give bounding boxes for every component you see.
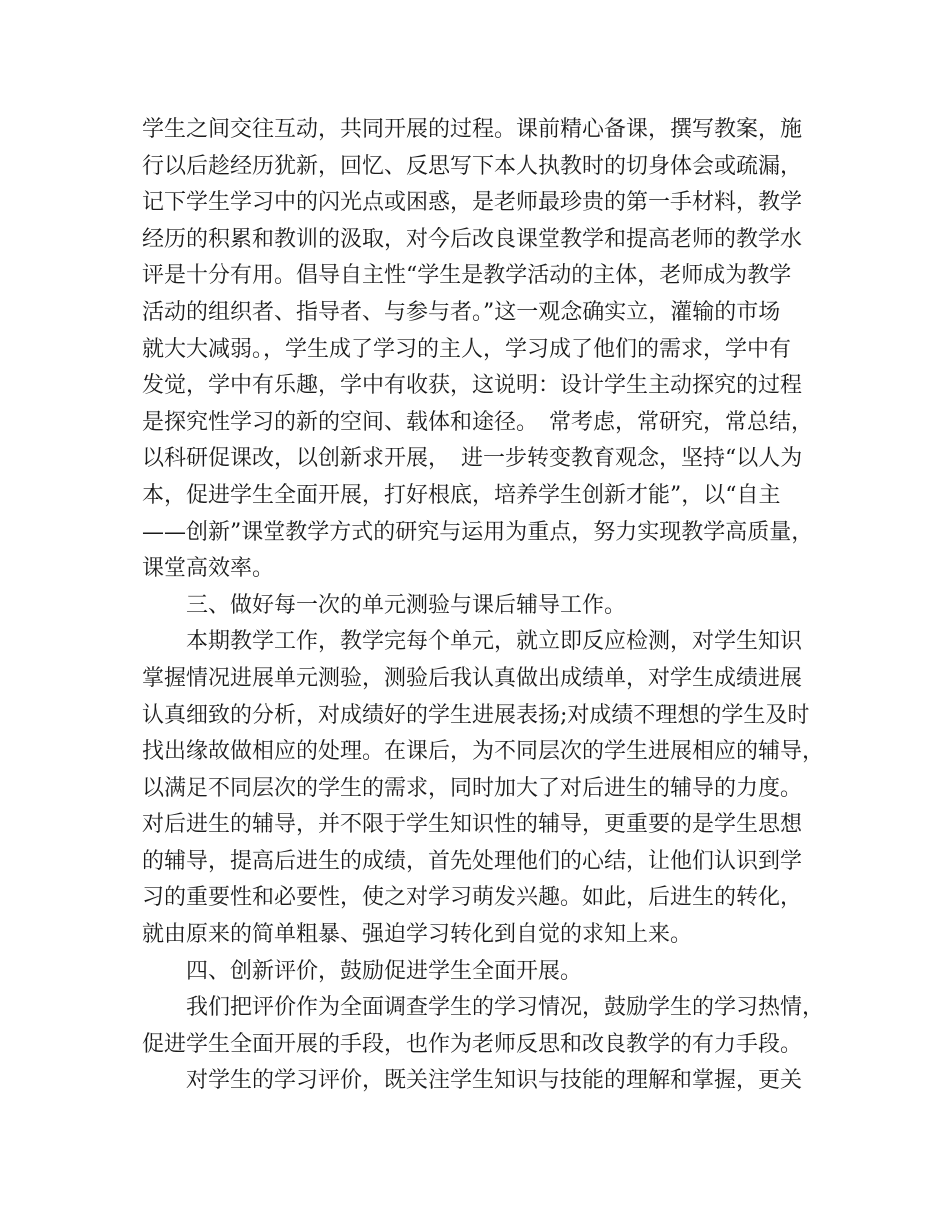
text-line: 习的重要性和必要性，使之对学习萌发兴趣。如此，后进生的转化， [142,885,803,911]
text-line: 对学生的学习评价，既关注学生知识与技能的理解和掌握，更关 [186,1068,803,1094]
text-line: 对后进生的辅导，并不限于学生知识性的辅导，更重要的是学生思想 [142,812,803,838]
section-heading-3: 三、做好每一次的单元测验与课后辅导工作。 [186,592,627,618]
text-line: 课堂高效率。 [142,556,275,582]
text-line: 评是十分有用。倡导自主性“学生是教学活动的主体，老师成为教学 [142,263,792,289]
text-line: 以满足不同层次的学生的需求，同时加大了对后进生的辅导的力度。 [142,775,803,801]
text-line: 记下学生学习中的闪光点或困惑，是老师最珍贵的第一手材料，教学 [142,190,803,216]
text-line: 就大大减弱。，学生成了学习的主人，学习成了他们的需求，学中有 [142,336,792,362]
text-line: 学生之间交往互动，共同开展的过程。课前精心备课，撰写教案，施 [142,117,803,142]
text-line: 是探究性学习的新的空间、载体和途径。 常考虑，常研究，常总结， [142,409,814,435]
text-line: 本，促进学生全面开展，打好根底，培养学生创新才能”，以“自主 [142,482,781,508]
body-text [142,112,825,1100]
text-line: 本期教学工作，教学完每个单元，就立即反应检测，对学生知识 [186,629,803,655]
text-line: 我们把评价作为全面调查学生的学习情况，鼓励学生的学习热情， [186,995,825,1021]
text-line: 行以后趁经历犹新，回忆、反思写下本人执教时的切身体会或疏漏， [142,153,803,179]
text-line: 促进学生全面开展的手段，也作为老师反思和改良教学的有力手段。 [142,1031,803,1057]
text-line: 经历的积累和教训的汲取，对今后改良课堂教学和提高老师的教学水 [142,226,803,252]
text-line: 掌握情况进展单元测验，测验后我认真做出成绩单，对学生成绩进展 [142,665,803,691]
text-line: 就由原来的简单粗暴、强迫学习转化到自觉的求知上来。 [142,922,693,948]
text-line: 认真细致的分析，对成绩好的学生进展表扬;对成绩不理想的学生及时 [142,702,810,728]
section-heading-4: 四、创新评价，鼓励促进学生全面开展。 [186,958,583,984]
text-line: 发觉，学中有乐趣，学中有收获，这说明：设计学生主动探究的过程 [142,373,803,399]
text-line: 找出缘故做相应的处理。在课后，为不同层次的学生进展相应的辅导， [142,739,825,765]
text-line: 活动的组织者、指导者、与参与者。”这一观念确实立，灌输的市场 [142,299,781,325]
text-line: ——创新”课堂教学方式的研究与运用为重点，努力实现教学高质量， [142,519,814,545]
text-line: 的辅导，提高后进生的成绩，首先处理他们的心结，让他们认识到学 [142,848,803,874]
text-line: 以科研促课改，以创新求开展， 进一步转变教育观念，坚持“以人为 [142,446,803,472]
